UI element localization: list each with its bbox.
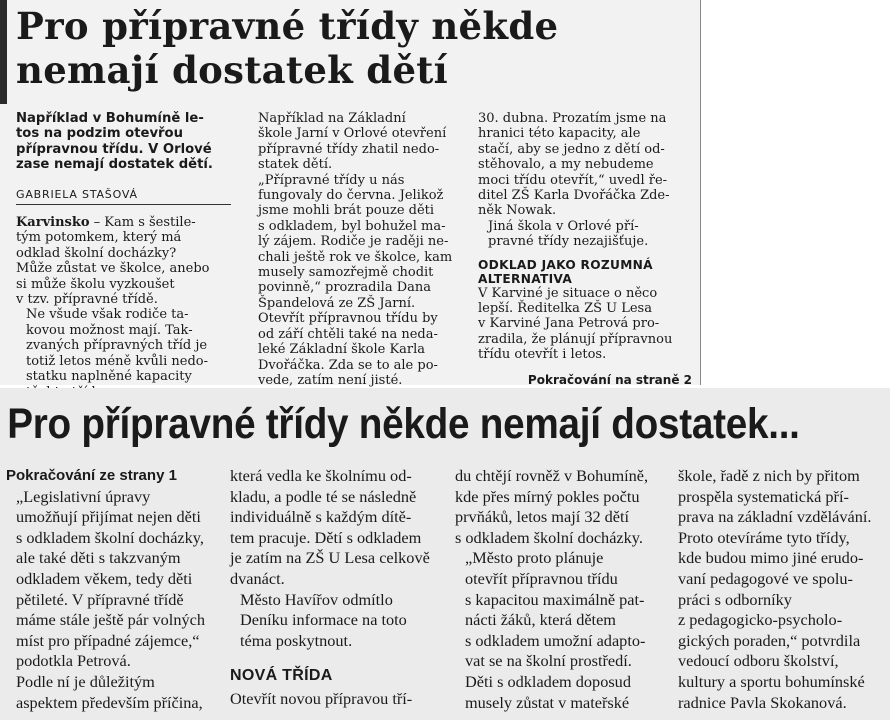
article-col-3	[478, 111, 692, 388]
continuation-heading: Pokračování ze strany 1	[6, 467, 177, 484]
article-col-2	[230, 466, 444, 710]
dateline: Karvinsko	[16, 215, 90, 231]
headline-top: Pro přípravné třídy někde nemají dostatek dětí	[16, 4, 559, 92]
paragraph: Karvinsko – Kam s šestile- tým potomkem, který má odklad školní docházky? Může zůstat ve školce, anebo si může školu vyzkoušet v tzv. přípravné třídě.	[16, 215, 210, 308]
clipping-bottom	[0, 388, 890, 720]
article-col-1	[16, 111, 241, 400]
spacer	[230, 651, 444, 666]
paragraph: Ne všude však rodiče ta- kovou možnost mají. Tak- zvaných přípravných tříd je totiž letos méně kvůli nedo- statku naplněné kapacity	[26, 307, 208, 385]
paragraph: Například na Základní škole Jarní v Orlové otevření přípravné třídy zhatil nedo- statek dětí.	[258, 111, 447, 173]
paragraph: 30. dubna. Prozatím jsme na hranici této kapacity, ale stačí, aby se jedno z dětí od- stěhovalo, a my nebudeme moci třídu otevřít,“ uvedl ře- ditel ZŠ Karla Dvořáčka Zde- něk Nowak.	[478, 111, 670, 219]
paragraph: Podle ní je důležitým aspektem především příčina,	[16, 671, 203, 712]
paragraph: Město Havířov odmítlo Deníku informace na toto téma poskytnout.	[240, 589, 407, 650]
paragraph: du chtějí rovněž v Bohumíně, kde přes mírný pokles počtu prvňáků, letos mají 32 dětí s odkladem školní docházky.	[455, 466, 649, 547]
headline-bottom: Pro přípravné třídy někde nemají dostatek...	[7, 400, 800, 448]
clipping-top	[0, 0, 701, 388]
article-col-3	[455, 466, 669, 713]
byline: GABRIELA STAŠOVÁ	[16, 187, 231, 205]
paragraph: „Legislativní úpravy umožňují přijímat nejen děti s odkladem školní docházky, ale také děti s takzvaným odkladem věkem, tedy děti pětileté. V přípravné třídě máme stále ještě pár volných míst pro případné zájemce,“ podotkla Petrová.	[16, 486, 205, 671]
article-col-1	[6, 466, 220, 713]
paragraph: Jiná škola v Orlové pří- pravné třídy nezajišťuje.	[488, 218, 649, 250]
article-col-4	[678, 466, 888, 713]
paragraph: která vedla ke školnímu od- kladu, a podle té se následně individuálně s každým dítě- tem pracuje. Dětí s odkladem je zatím na ZŠ U Lesa celkově dvanáct.	[230, 466, 430, 588]
paragraph: V Karviné je situace o něco lepší. Ředitelka ZŠ U Lesa v Karviné Jana Petrová pro- zradila, že plánují přípravnou třídu otevřít i letos.	[478, 285, 673, 363]
paragraph: Otevřít novou přípravou tří-	[230, 688, 413, 708]
article-col-2	[248, 111, 470, 404]
paragraph: Otevřít přípravnou třídu by od září chtěli také na neda- leké Základní škole Karla Dvořáčka. Zda se to ale po- vede, zatím není jisté.	[258, 311, 438, 388]
subheading: ODKLAD JAKO ROZUMNÁ ALTERNATIVA	[478, 257, 653, 286]
paragraph: škole, řadě z nich by přitom prospěla systematická pří- prava na základní vzdělávání. Proto otevíráme tyto třídy, kde budou mimo jiné erudo- vaní pedagogové ve spolu- práci s odborníky z pedagogicko-psycholo- gických poraden,“ potvrdila vedoucí odboru školství, kultury a sportu bohumínské radnice Pavla Skokanová.	[678, 466, 872, 712]
continued-note: Pokračování na straně 2	[527, 372, 692, 387]
paragraph: „Město proto plánuje otevřít přípravnou třídu s kapacitou maximálně pat- nácti žáků, která dětem s odkladem umožní adapto- vat se na školní prostředí. Děti s odkladem doposud musely zůstat v mateřské	[465, 548, 646, 712]
paragraph: „Přípravné třídy u nás fungovaly do června. Jelikož jsme mohli brát pouze děti s odkladem, byl bohužel ma- lý zájem. Rodiče je raději ne- chali ještě rok ve školce, kam musely samozřejmě chodit povinně,“ prozradila Dana Špandelová ze ZŠ Jarní.	[258, 172, 453, 311]
headline-bar	[0, 0, 7, 104]
lead-paragraph: Například v Bohumíně le- tos na podzim otevřou přípravnou třídu. V Orlové zase nemají dostatek dětí.	[16, 111, 213, 173]
subheading: NOVÁ TŘÍDA	[230, 667, 333, 685]
